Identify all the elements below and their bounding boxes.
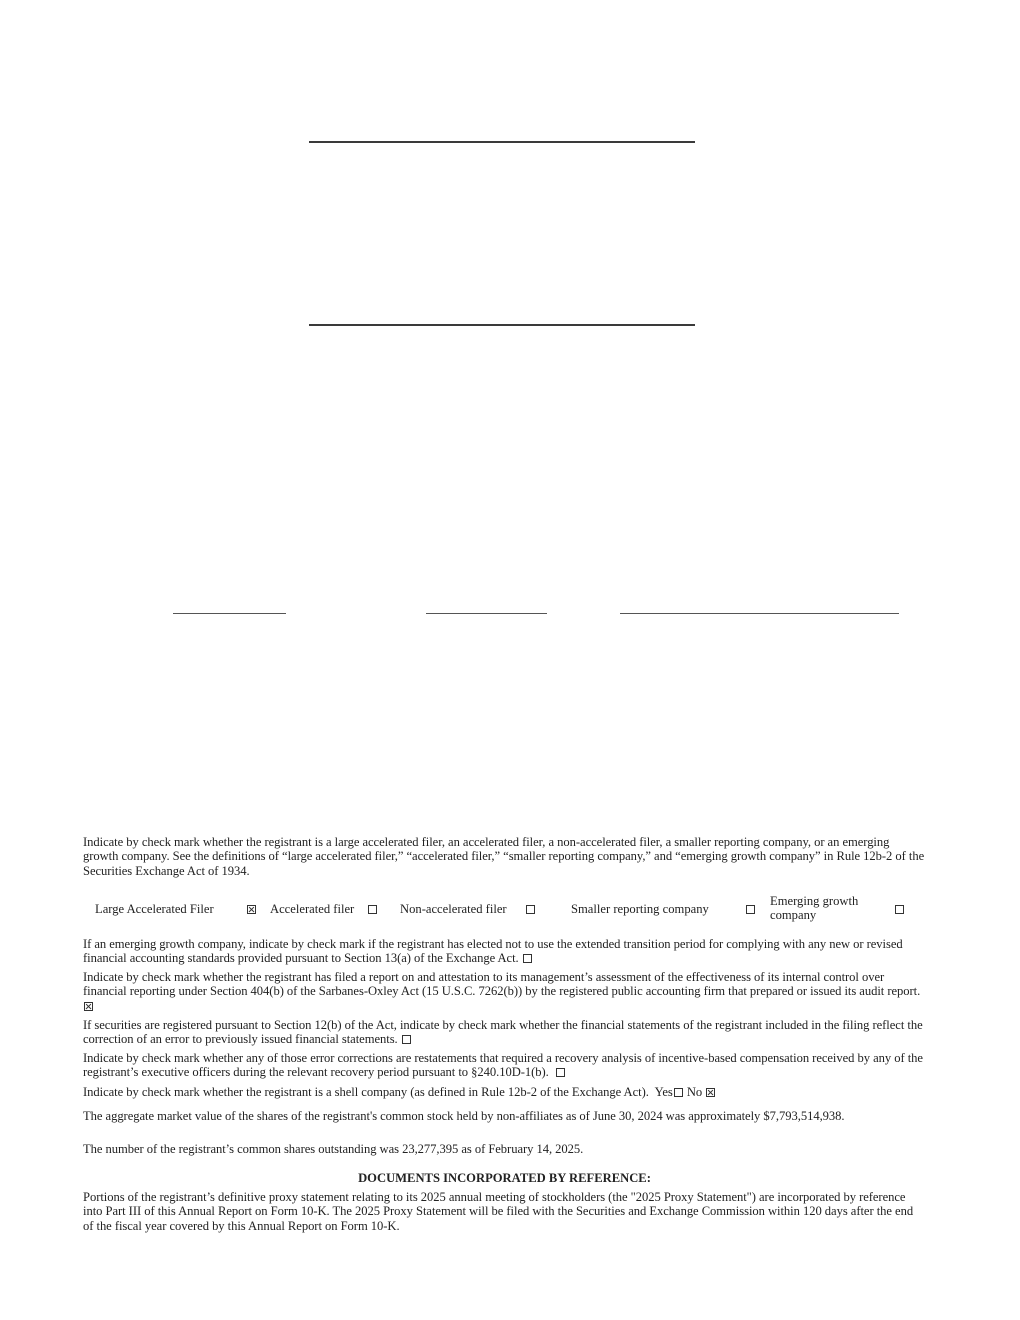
accelerated-checkbox[interactable] [368,905,377,914]
recovery-checkbox[interactable] [556,1068,565,1077]
non-accelerated-checkbox[interactable] [526,905,535,914]
emerging-transition-checkbox[interactable] [523,954,532,963]
attestation-question: Indicate by check mark whether the registrant has filed a report on and attestation to its management’s assessment of the effectiveness of its internal control over financial reporting under Section 404(b) of the Sarbanes-Oxley Act (15 U.S.C. 7262(b)) by the registered public accounting firm that prepared or issued its audit report. [83,970,926,1013]
smaller-reporting-checkbox[interactable] [746,905,755,914]
restatement-question: If securities are registered pursuant to Section 12(b) of the Act, indicate by check mark whether the financial statements of the registrant included in the filing reflect the correction of an error to previously issued financial statements. [83,1018,923,1047]
shell-no-checkbox[interactable] [706,1088,715,1097]
smaller-reporting-label: Smaller reporting company [571,902,709,916]
field-rule-middle [426,613,547,614]
top-rule-2 [309,324,695,326]
recovery-question: Indicate by check mark whether any of those error corrections are restatements that required a recovery analysis of incentive-based compensation received by any of the registrant’s executive officers during the relevant recovery period pursuant to §240.10D-1(b). [83,1051,923,1080]
filer-status-row [83,894,926,926]
shell-yes-checkbox[interactable] [674,1088,683,1097]
large-accelerated-label: Large Accelerated Filer [95,902,214,916]
attestation-checkbox[interactable] [84,1002,93,1011]
documents-body-text: Portions of the registrant’s definitive proxy statement relating to its 2025 annual meeting of stockholders (the "2025 Proxy Statement") are incorporated by reference into Part III of this Annual Report on Form 10-K. The 2025 Proxy Statement will be filed with the Securities and Exchange Commission within 120 days after the end of the fiscal year covered by this Annual Report on Form 10-K. [83,1190,914,1233]
filer-intro-text: Indicate by check mark whether the registrant is a large accelerated filer, an accelerated filer, a non-accelerated filer, a smaller reporting company, or an emerging growth company. See the definitions of “large accelerated filer,” “accelerated filer,” “smaller reporting company,” and “emerging growth company” in Rule 12b-2 of the Securities Exchange Act of 1934. [83,835,925,878]
emerging-growth-label-2: company [770,908,817,922]
top-rule-1 [309,141,695,143]
large-accelerated-checkbox[interactable] [247,905,256,914]
market-value-text: The aggregate market value of the shares of the registrant's common stock held by non-affiliates as of June 30, 2024 was approximately $7,793,514,938. [83,1109,845,1123]
accelerated-label: Accelerated filer [270,902,355,916]
shell-company-question: Indicate by check mark whether the registrant is a shell company (as defined in Rule 12b-2 of the Exchange Act). Yes No [83,1085,926,1099]
emerging-growth-label-1: Emerging growth [770,894,859,908]
non-accelerated-label: Non-accelerated filer [400,902,507,916]
field-rule-right [620,613,899,614]
shares-outstanding-text: The number of the registrant’s common shares outstanding was 23,277,395 as of February 14, 2025. [83,1142,584,1156]
shell-yes-label: Yes [654,1085,673,1099]
emerging-transition-question: If an emerging growth company, indicate by check mark if the registrant has elected not to use the extended transition period for complying with any new or revised financial accounting standards provided pursuant to Section 13(a) of the Exchange Act. [83,937,903,966]
field-rule-left [173,613,286,614]
documents-heading: DOCUMENTS INCORPORATED BY REFERENCE: [358,1171,651,1185]
restatement-checkbox[interactable] [402,1035,411,1044]
shell-no-label: No [686,1085,703,1099]
emerging-growth-checkbox[interactable] [895,905,904,914]
